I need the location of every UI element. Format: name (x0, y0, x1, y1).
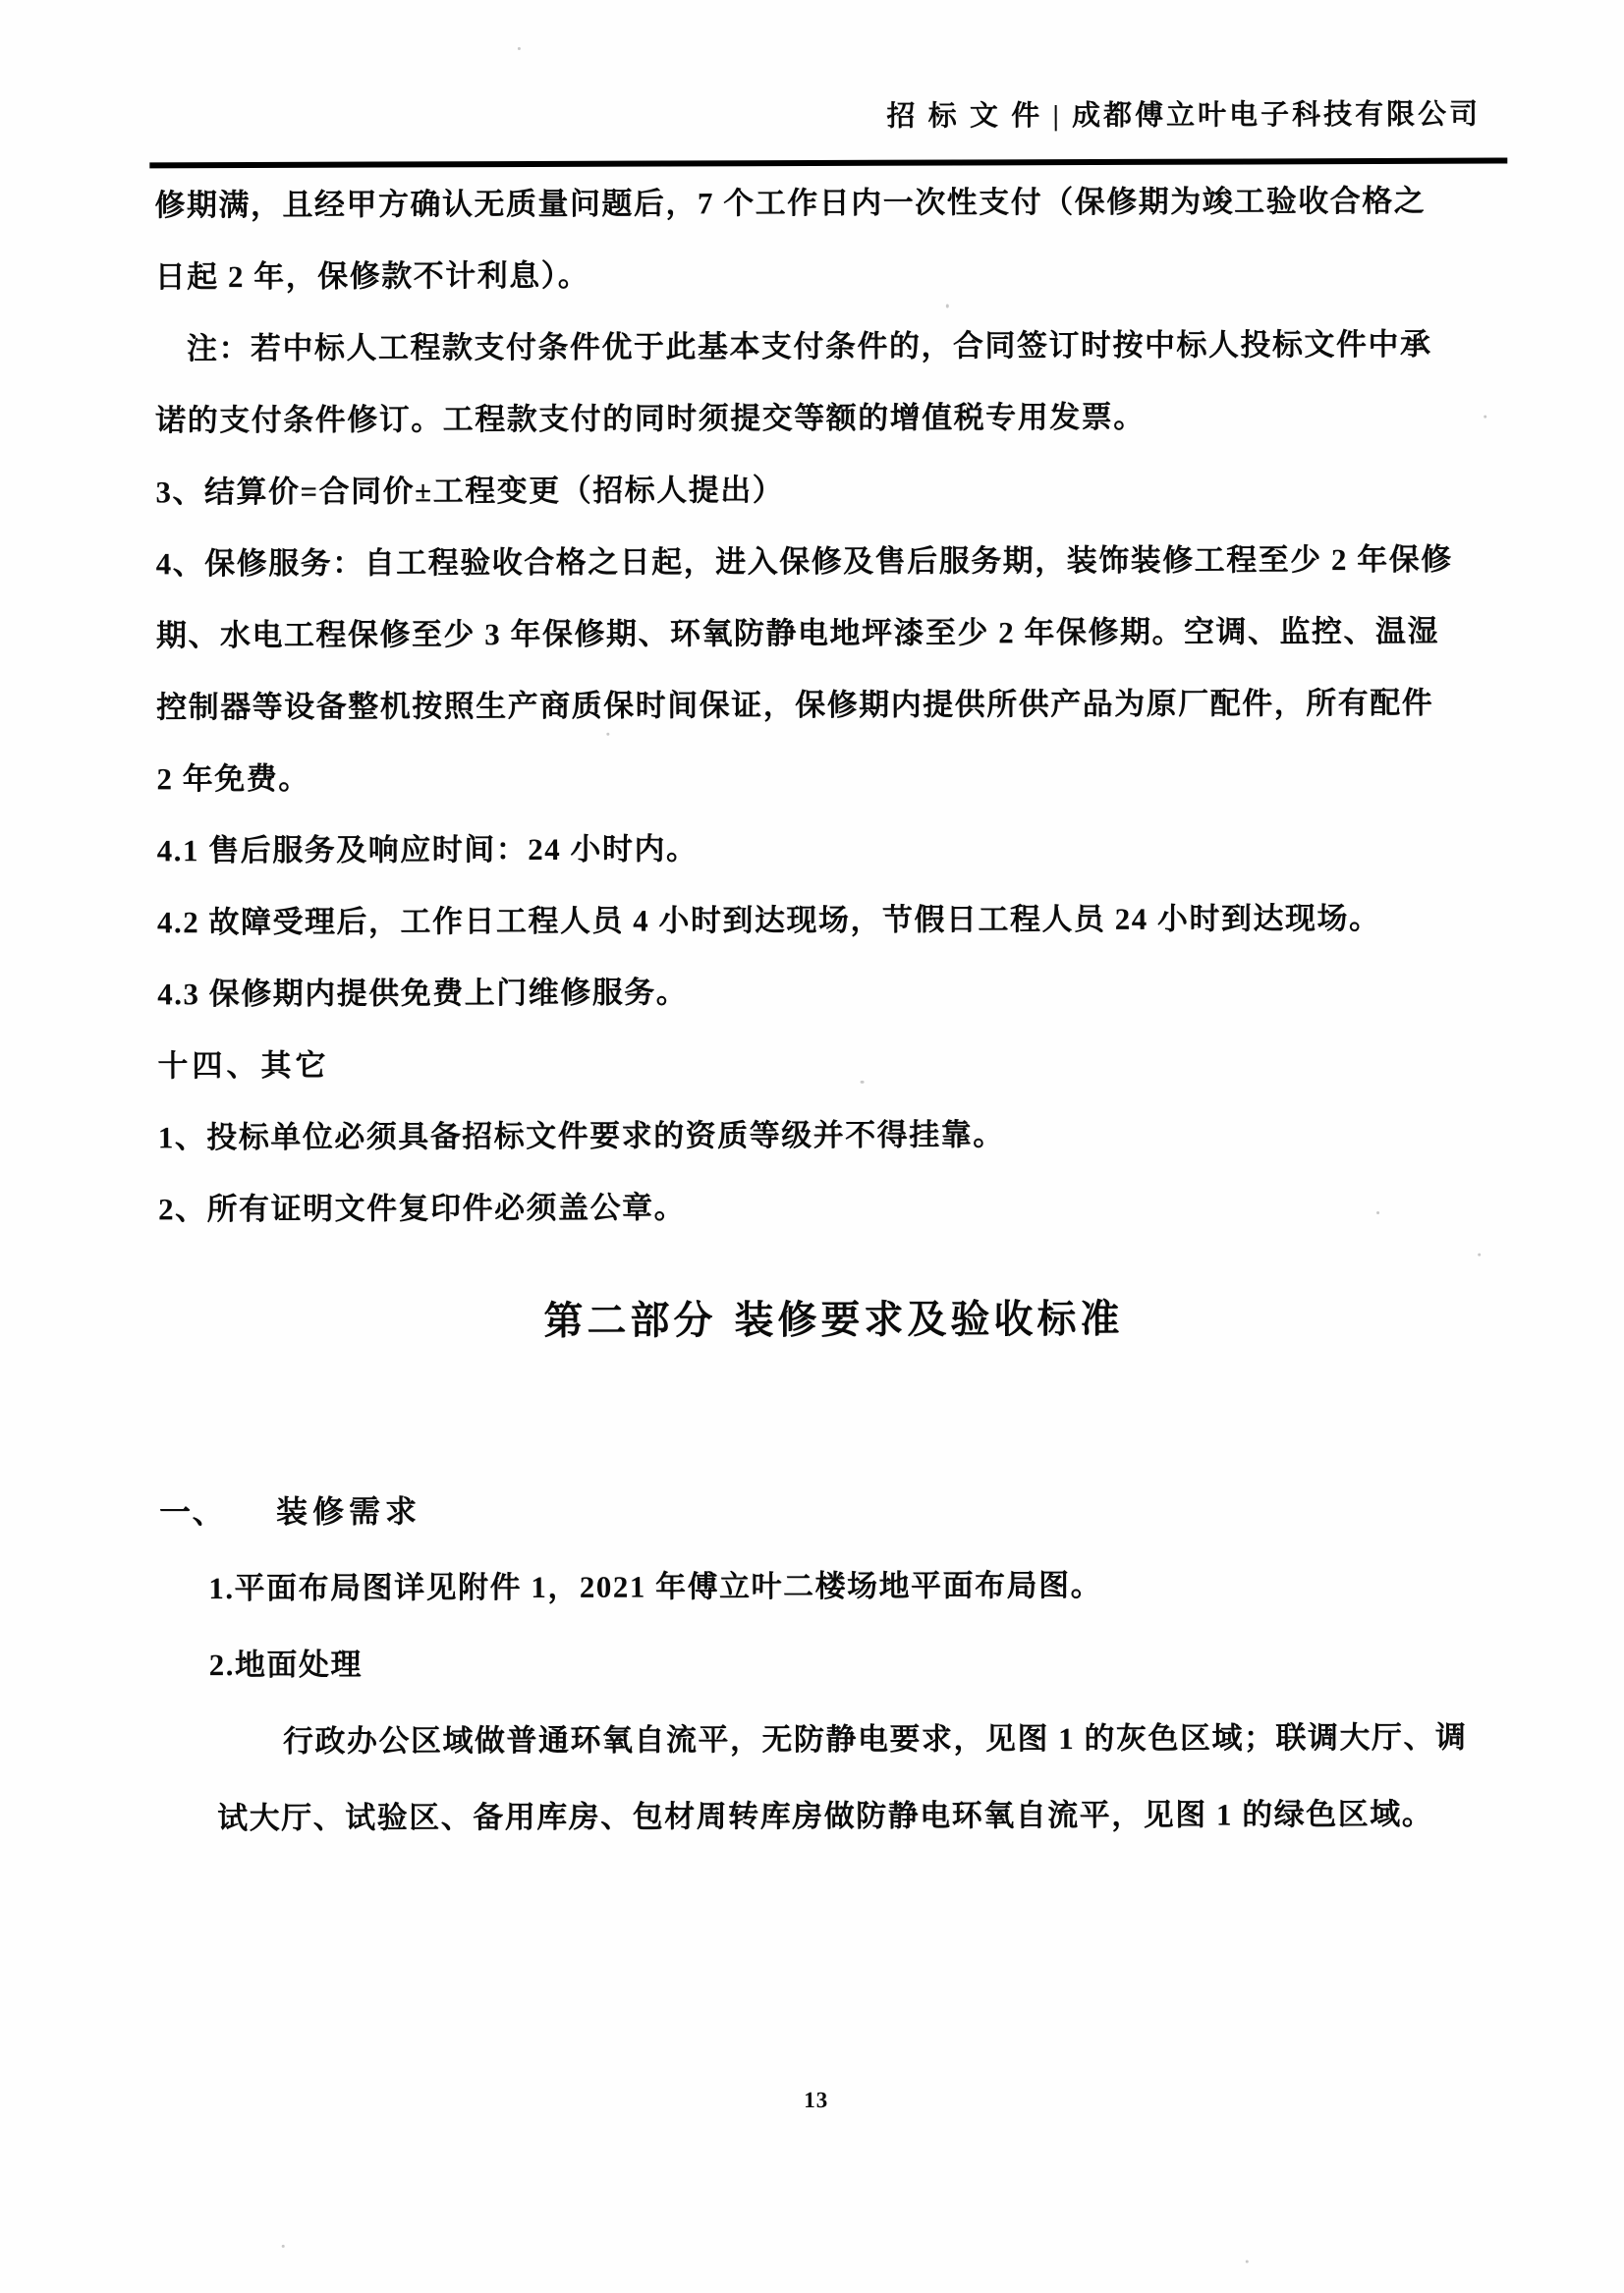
part2-title (158, 1287, 1508, 1348)
body-line: 4.2 故障受理后，工作日工程人员 4 小时到达现场，节假日工程人员 24 小时到达现场。 (156, 900, 1381, 940)
body-line: 期、水电工程保修至少 3 年保修期、环氧防静电地坪漆至少 2 年保修期。空调、监控、温湿 (155, 613, 1440, 653)
body-line: 诺的支付条件修订。工程款支付的同时须提交等额的增值税专用发票。 (155, 399, 1146, 438)
body-line: 修期满，且经甲方确认无质量问题后，7 个工作日内一次性支付（保修期为竣工验收合格之 (154, 183, 1427, 223)
body-line: 4.1 售后服务及响应时间：24 小时内。 (156, 831, 699, 868)
body-line: 1、投标单位必须具备招标文件要求的资质等级并不得挂靠。 (157, 1117, 1005, 1155)
section-decoration-requirements (159, 1470, 1516, 1858)
part2-title-text: 装修要求及验收标准 (734, 1296, 1124, 1343)
scan-speck (282, 2245, 285, 2248)
scan-speck (861, 1081, 865, 1084)
scan-speck (1484, 416, 1486, 419)
body-line: 4.3 保修期内提供免费上门维修服务。 (157, 975, 689, 1012)
scan-speck (1478, 1254, 1481, 1257)
scan-speck (518, 47, 521, 50)
paragraph-line: 试大厅、试验区、备用库房、包材周转库房做防静电环氧自流平，见图 1 的绿色区域。 (217, 1796, 1434, 1836)
scan-speck (606, 733, 609, 736)
scan-speck (946, 305, 949, 308)
section-item-floor-treatment: 2.地面处理 (208, 1647, 363, 1683)
part2-title-number: 第二部分 (543, 1298, 717, 1343)
paragraph-line: 行政办公区域做普通环氧自流平，无防静电要求，见图 1 的灰色区域；联调大厅、调 (282, 1719, 1468, 1759)
body-heading-line: 十四、其它 (157, 1047, 330, 1084)
section-heading (159, 1470, 1515, 1551)
body-line: 控制器等设备整机按照生产商质保时间保证，保修期内提供所供产品为原厂配件，所有配件 (156, 685, 1434, 725)
scan-speck (1246, 2260, 1249, 2263)
body-line: 4、保修服务：自工程验收合格之日起，进入保修及售后服务期，装饰装修工程至少 2 年保修 (155, 541, 1453, 582)
document-body (154, 165, 1514, 1246)
page-number: 13 (804, 2087, 829, 2113)
document-header: 招 标 文 件 | 成都傅立叶电子科技有限公司 (886, 98, 1482, 133)
body-line: 3、结算价=合同价±工程变更（招标人提出） (155, 473, 785, 510)
body-line: 2 年免费。 (156, 760, 310, 797)
section-number: 一、 (159, 1494, 226, 1531)
body-line: 2、所有证明文件复印件必须盖公章。 (157, 1190, 687, 1227)
body-line-note: 注：若中标人工程款支付条件优于此基本支付条件的，合同签订时按中标人投标文件中承 (186, 326, 1432, 366)
section-title: 装修需求 (276, 1493, 422, 1530)
body-line: 日起 2 年，保修款不计利息）。 (154, 257, 590, 295)
scan-speck (1376, 1211, 1379, 1214)
section-item-layout-plan: 1.平面布局图详见附件 1，2021 年傅立叶二楼场地平面布局图。 (208, 1567, 1103, 1606)
